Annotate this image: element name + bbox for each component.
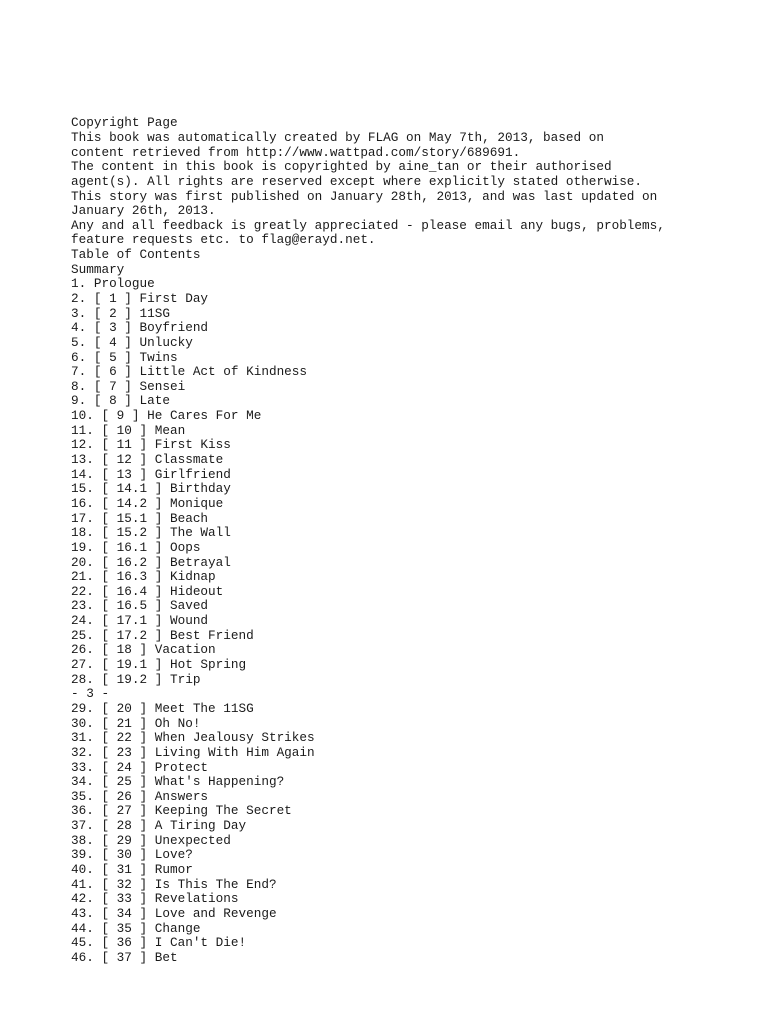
toc-entry: 29. [ 20 ] Meet The 11SG xyxy=(71,700,254,716)
toc-entry: 15. [ 14.1 ] Birthday xyxy=(71,481,231,497)
toc-entry: 45. [ 36 ] I Can't Die! xyxy=(71,935,247,951)
page-number: - 3 - xyxy=(71,686,110,702)
toc-entry: 19. [ 16.1 ] Oops xyxy=(71,539,201,555)
toc-entry: 21. [ 16.3 ] Kidnap xyxy=(71,569,216,585)
toc-entry: 27. [ 19.1 ] Hot Spring xyxy=(71,657,247,673)
copyright-text-line: agent(s). All rights are reserved except where explicitly stated otherwise. xyxy=(71,173,643,189)
toc-entry: 44. [ 35 ] Change xyxy=(71,920,201,936)
toc-entry: 35. [ 26 ] Answers xyxy=(71,788,209,804)
copyright-heading: Copyright Page xyxy=(71,115,178,131)
toc-summary: Summary xyxy=(71,261,125,277)
toc-entry: 17. [ 15.1 ] Beach xyxy=(71,510,209,526)
feedback-text-line: feature requests etc. to flag@erayd.net. xyxy=(71,232,376,248)
copyright-text-line: This story was first published on January 28th, 2013, and was last updated on xyxy=(71,188,658,204)
toc-entry: 25. [ 17.2 ] Best Friend xyxy=(71,627,254,643)
toc-entry: 43. [ 34 ] Love and Revenge xyxy=(71,905,277,921)
toc-entry: 37. [ 28 ] A Tiring Day xyxy=(71,818,247,834)
toc-entry: 6. [ 5 ] Twins xyxy=(71,349,178,365)
toc-entry: 38. [ 29 ] Unexpected xyxy=(71,832,231,848)
toc-entry: 2. [ 1 ] First Day xyxy=(71,291,209,306)
toc-entry: 23. [ 16.5 ] Saved xyxy=(71,598,209,614)
toc-entry: 1. Prologue xyxy=(71,276,155,292)
toc-entry: 40. [ 31 ] Rumor xyxy=(71,861,193,877)
toc-entry: 20. [ 16.2 ] Betrayal xyxy=(71,554,231,570)
toc-entry: 32. [ 23 ] Living With Him Again xyxy=(71,744,315,760)
toc-entry: 26. [ 18 ] Vacation xyxy=(71,642,216,658)
toc-entry: 11. [ 10 ] Mean xyxy=(71,422,186,438)
document-page xyxy=(71,87,751,965)
toc-entry: 42. [ 33 ] Revelations xyxy=(71,891,239,907)
toc-heading: Table of Contents xyxy=(71,247,201,263)
toc-entry: 30. [ 21 ] Oh No! xyxy=(71,715,201,731)
feedback-text-line: Any and all feedback is greatly appreciated - please email any bugs, problems, xyxy=(71,217,665,233)
copyright-text-line: This book was automatically created by FLAG on May 7th, 2013, based on xyxy=(71,129,604,145)
copyright-text-line: content retrieved from http://www.wattpad.com/story/689691. xyxy=(71,144,521,160)
copyright-text-line: The content in this book is copyrighted by aine_tan or their authorised xyxy=(71,159,612,175)
toc-entry: 7. [ 6 ] Little Act of Kindness xyxy=(71,364,308,380)
toc-entry: 9. [ 8 ] Late xyxy=(71,393,170,409)
toc-entry: 33. [ 24 ] Protect xyxy=(71,759,209,775)
toc-entry: 14. [ 13 ] Girlfriend xyxy=(71,466,231,482)
toc-entry: 8. [ 7 ] Sensei xyxy=(71,378,186,394)
toc-entry: 22. [ 16.4 ] Hideout xyxy=(71,583,224,599)
toc-entry: 36. [ 27 ] Keeping The Secret xyxy=(71,803,292,819)
toc-entry: 16. [ 14.2 ] Monique xyxy=(71,495,224,511)
toc-entry: 3. [ 2 ] 11SG xyxy=(71,305,170,321)
toc-entry: 4. [ 3 ] Boyfriend xyxy=(71,320,209,336)
toc-entry: 12. [ 11 ] First Kiss xyxy=(71,437,231,453)
toc-entry: 10. [ 9 ] He Cares For Me xyxy=(71,408,262,424)
copyright-text-line: January 26th, 2013. xyxy=(71,203,216,219)
toc-entry: 46. [ 37 ] Bet xyxy=(71,949,178,965)
toc-entry: 18. [ 15.2 ] The Wall xyxy=(71,525,231,541)
toc-entry: 28. [ 19.2 ] Trip xyxy=(71,671,201,687)
toc-entry: 24. [ 17.1 ] Wound xyxy=(71,613,209,629)
toc-entry: 13. [ 12 ] Classmate xyxy=(71,452,224,468)
toc-entry: 39. [ 30 ] Love? xyxy=(71,847,193,863)
toc-entry: 31. [ 22 ] When Jealousy Strikes xyxy=(71,730,315,746)
toc-entry: 34. [ 25 ] What's Happening? xyxy=(71,774,285,790)
toc-entry: 41. [ 32 ] Is This The End? xyxy=(71,876,277,892)
toc-entry: 5. [ 4 ] Unlucky xyxy=(71,334,193,350)
